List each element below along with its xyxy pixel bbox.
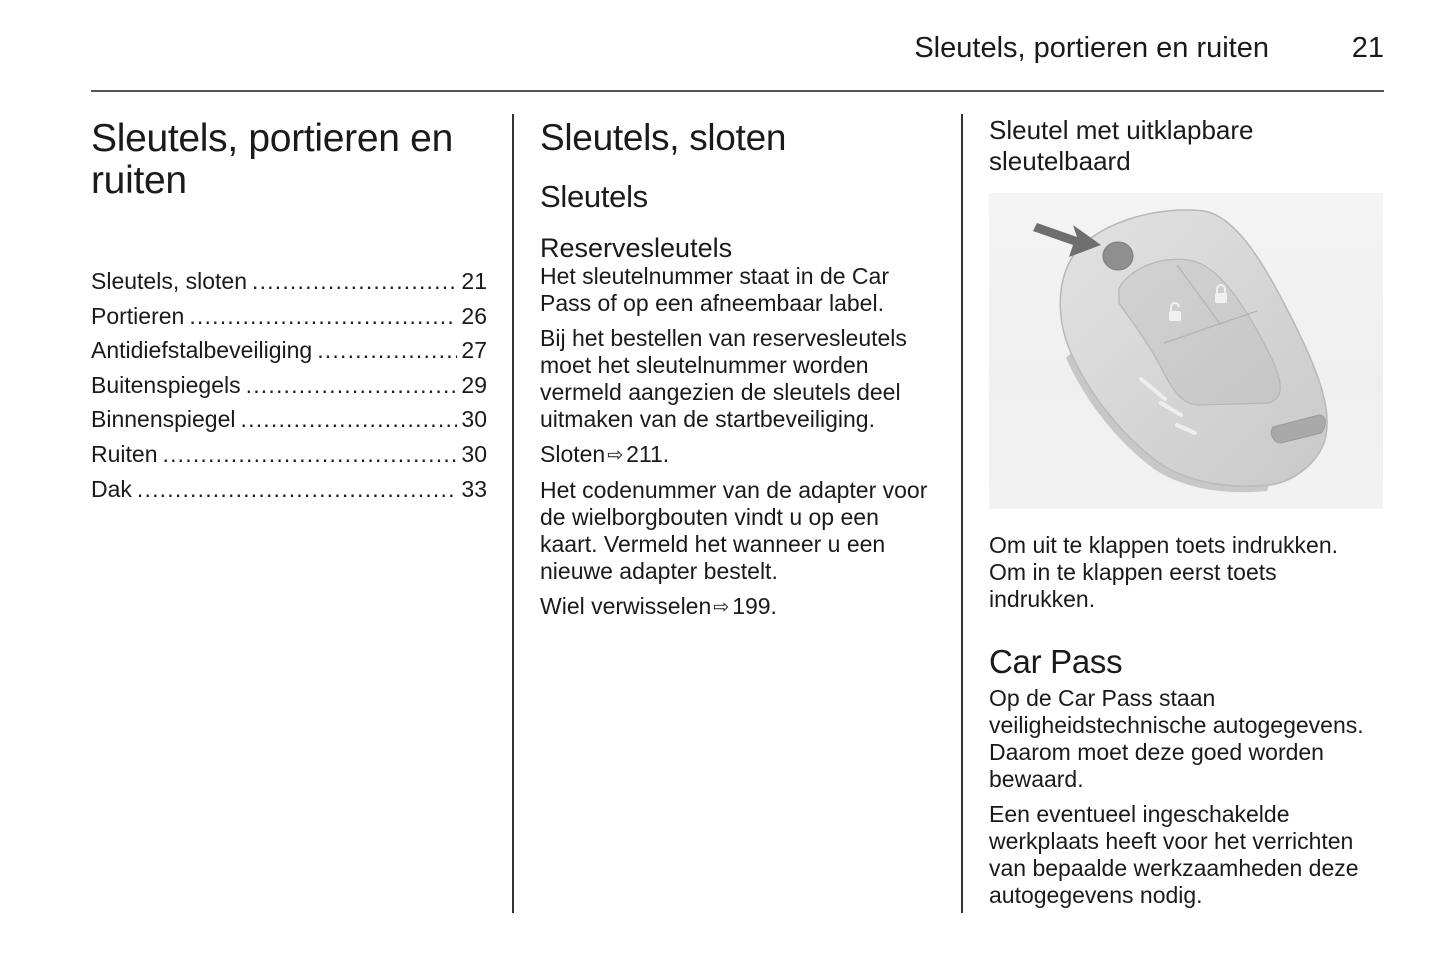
dot-leader <box>162 437 457 472</box>
toc-page: 33 <box>461 475 487 502</box>
folding-key-figure <box>989 193 1383 509</box>
toc-page: 26 <box>461 302 487 329</box>
paragraph-adapter: Het codenummer van de adapter voor de wielborgbouten vindt u op een kaart. Vermeld het wanneer u een nieuwe adapter bestelt. <box>540 477 928 584</box>
carpass-paragraph-2: Een eventueel ingeschakelde werkplaats heeft voor het verrichten van bepaalde werkzaamheden deze autogegevens nodig. <box>989 801 1359 908</box>
toc-item-sleutels-sloten[interactable] <box>91 264 487 299</box>
folding-key-heading <box>989 115 1385 177</box>
toc-page: 29 <box>461 371 487 398</box>
reference-page: 199. <box>732 593 777 619</box>
column-folding-key-carpass <box>989 114 1385 908</box>
heading-line-1: Sleutel met uitklapbare <box>989 115 1254 145</box>
toc-item-buitenspiegels[interactable] <box>91 368 487 403</box>
column-chapter-toc <box>91 114 487 502</box>
toc-label: Buitenspiegels <box>91 371 241 398</box>
reference-wiel-verwisselen[interactable] <box>540 593 940 621</box>
instruction-unfold: Om uit te klappen toets indrukken. <box>989 532 1339 558</box>
toc-item-binnenspiegel[interactable] <box>91 402 487 437</box>
reference-arrow-icon: ⇨ <box>607 445 624 466</box>
paragraph-key-number: Het sleutelnummer staat in de Car Pass of op een afneembaar label. <box>540 263 889 316</box>
column-divider-1 <box>512 114 514 913</box>
table-of-contents <box>91 264 487 506</box>
subsection-title: Sleutels <box>540 179 648 214</box>
toc-label: Sleutels, sloten <box>91 268 247 294</box>
toc-page: 30 <box>461 440 487 467</box>
column-sleutels-sloten <box>540 114 940 629</box>
header-rule <box>91 90 1384 92</box>
toc-label: Binnenspiegel <box>91 406 236 433</box>
paragraph-ordering-keys: Bij het bestellen van reservesleutels moet het sleutelnummer worden vermeld aangezien de sleutels deel uitmaken van de startbeveiliging. <box>540 325 907 432</box>
toc-label: Dak <box>91 475 132 502</box>
dot-leader <box>137 472 458 507</box>
dot-leader <box>241 402 458 437</box>
toc-item-portieren[interactable] <box>91 299 487 334</box>
reference-sloten[interactable] <box>540 441 940 469</box>
chapter-title-line-1: Sleutels, portieren en <box>91 117 453 160</box>
toc-page: 30 <box>461 406 487 433</box>
toc-label: Ruiten <box>91 440 158 467</box>
toc-item-ruiten[interactable] <box>91 437 487 472</box>
carpass-title: Car Pass <box>989 643 1123 680</box>
dot-leader <box>189 299 457 334</box>
toc-label: Portieren <box>91 302 185 329</box>
carpass-paragraph-1: Op de Car Pass staan veiligheidstechnische autogegevens. Daarom moet deze goed worden bewaard. <box>989 685 1364 792</box>
subsubsection-title: Reservesleutels <box>540 233 733 263</box>
column-divider-2 <box>961 114 963 913</box>
heading-line-2: sleutelbaard <box>989 146 1131 176</box>
reference-label: Sloten <box>540 441 606 467</box>
toc-item-antidiefstalbeveiliging[interactable] <box>91 333 487 368</box>
dot-leader <box>246 368 458 403</box>
toc-page: 21 <box>461 268 487 294</box>
car-key-illustration <box>989 193 1383 509</box>
toc-item-dak[interactable] <box>91 472 487 507</box>
reference-label: Wiel verwisselen <box>540 593 712 619</box>
section-title: Sleutels, sloten <box>540 117 787 158</box>
page-number: 21 <box>1351 32 1384 64</box>
folding-key-text <box>989 532 1385 917</box>
running-header <box>91 28 1384 68</box>
reference-page: 211. <box>626 441 670 467</box>
chapter-title-line-2: ruiten <box>91 159 187 202</box>
dot-leader <box>252 264 457 299</box>
running-header-title: Sleutels, portieren en ruiten <box>914 32 1269 64</box>
toc-label: Antidiefstalbeveiliging <box>91 337 313 364</box>
chapter-title <box>91 118 487 202</box>
reference-arrow-icon: ⇨ <box>713 597 730 618</box>
toc-page: 27 <box>461 337 487 364</box>
instruction-fold: Om in te klappen eerst toets indrukken. <box>989 559 1277 612</box>
release-button <box>1103 242 1133 270</box>
dot-leader <box>317 333 457 368</box>
